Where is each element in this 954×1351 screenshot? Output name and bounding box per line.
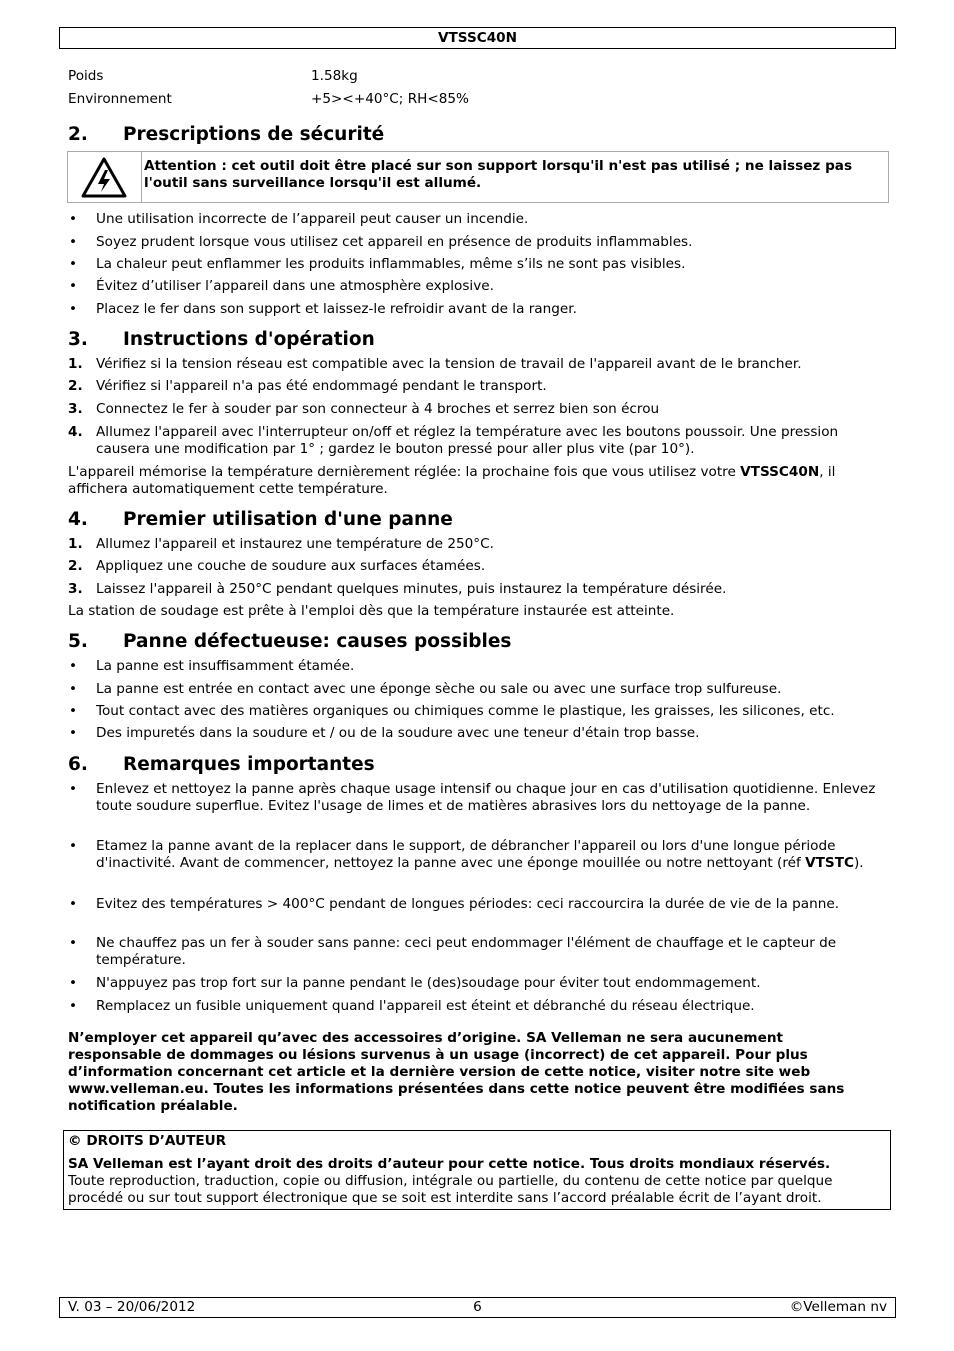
section-heading-first-use <box>68 509 453 531</box>
item-number: 1. <box>68 536 83 552</box>
bullet: • <box>69 935 78 951</box>
spec-label: Environnement <box>68 91 172 107</box>
list-item: • N'appuyez pas trop fort sur la panne pendant le (des)soudage pour éviter tout endommagement. <box>69 975 761 991</box>
list-item: • La panne est entrée en contact avec une éponge sèche ou sale ou avec une surface trop sulfureuse. <box>69 681 782 697</box>
bullet: • <box>69 301 78 317</box>
version-date: V. 03 – 20/06/2012 <box>68 1299 196 1315</box>
list-item: • La panne est insuffisamment étamée. <box>69 658 355 674</box>
bullet: • <box>69 211 78 227</box>
bullet: • <box>69 658 78 674</box>
spec-label: Poids <box>68 68 104 84</box>
section-heading-operation <box>68 329 375 351</box>
disclaimer-notice: N’employer cet appareil qu’avec des accessoires d’origine. SA Velleman ne sera aucunement responsable de dommages ou lésions survenus à un usage (incorrect) de cet appareil. Pour plus d’information concernant cet article et la dernière version de cette notice, visiter notre site web www.velleman.eu. Toutes les informations présentées dans cette notice peuvent être modifiées sans notification préalable. <box>68 1030 845 1114</box>
model-name: VTSSC40N <box>437 30 518 46</box>
page-header <box>59 27 896 49</box>
section-heading-safety <box>68 124 384 146</box>
bullet: • <box>69 703 78 719</box>
section-title: Panne défectueuse: causes possibles <box>123 631 512 652</box>
numbered-item: 1. Allumez l'appareil et instaurez une température de 250°C. <box>68 536 494 552</box>
copyright-owner: SA Velleman est l’ayant droit des droits d’auteur pour cette notice. Tous droits mondiaux réservés. <box>68 1156 831 1172</box>
item-number: 2. <box>68 558 83 574</box>
section-title: Remarques importantes <box>123 754 375 775</box>
bullet: • <box>69 781 78 797</box>
section-number: 2. <box>68 124 88 145</box>
list-item: • Ne chauffez pas un fer à souder sans panne: ceci peut endommager l'élément de chauffage et le capteur de température. <box>69 935 837 968</box>
list-item: • Placez le fer dans son support et laissez-le refroidir avant de la ranger. <box>69 301 577 317</box>
bullet: • <box>69 278 78 294</box>
warning-text: Attention : cet outil doit être placé sur son support lorsqu'il n'est pas utilisé ; ne laissez pas l'outil sans surveillance lorsqu'il est allumé. <box>144 158 853 191</box>
list-item: • Des impuretés dans la soudure et / ou de la soudure avec une teneur d'étain trop basse. <box>69 725 700 741</box>
copyright-title: © DROITS D’AUTEUR <box>68 1133 227 1149</box>
numbered-item: 1. Vérifiez si la tension réseau est compatible avec la tension de travail de l'appareil avant de le brancher. <box>68 356 802 372</box>
list-item: • Etamez la panne avant de la replacer dans le support, de débrancher l'appareil ou lors d'une longue période d'inactivité. Avant de commencer, nettoyez la panne avec une éponge mouillée ou notre nettoyant (réf VTSTC). <box>69 838 864 871</box>
item-number: 2. <box>68 378 83 394</box>
item-number: 3. <box>68 401 83 417</box>
model-reference: VTSSC40N <box>740 464 820 480</box>
list-item: • Soyez prudent lorsque vous utilisez cet appareil en présence de produits inflammables. <box>69 234 693 250</box>
section-number: 3. <box>68 329 88 350</box>
warning-box <box>67 151 889 203</box>
copyright-text: Toute reproduction, traduction, copie ou diffusion, intégrale ou partielle, du contenu de cette notice par quelque procédé ou sur tout support électronique que se soit est interdite sans l’accord préalable écrit de l’ayant droit. <box>68 1173 833 1206</box>
numbered-item: 2. Vérifiez si l'appareil n'a pas été endommagé pendant le transport. <box>68 378 547 394</box>
product-reference: VTSTC <box>805 855 854 871</box>
list-item: • Enlevez et nettoyez la panne après chaque usage intensif ou chaque jour en cas d'utilisation quotidienne. Enlevez toute soudure superflue. Evitez l'usage de limes et de matières abrasives lors du nettoyage de la panne. <box>69 781 876 814</box>
section-title: Premier utilisation d'une panne <box>123 509 453 530</box>
operation-note: L'appareil mémorise la température dernièrement réglée: la prochaine fois que vous utilisez votre VTSSC40N, il affichera automatiquement cette température. <box>68 464 836 497</box>
spec-value: +5><+40°C; RH<85% <box>311 91 469 107</box>
section-heading-defective <box>68 631 511 653</box>
numbered-item: 3. Laissez l'appareil à 250°C pendant quelques minutes, puis instaurez la température désirée. <box>68 581 727 597</box>
section-number: 4. <box>68 509 88 530</box>
bullet: • <box>69 998 78 1014</box>
item-number: 3. <box>68 581 83 597</box>
bullet: • <box>69 234 78 250</box>
item-number: 1. <box>68 356 83 372</box>
high-voltage-warning-icon <box>81 156 127 198</box>
page-number: 6 <box>473 1299 482 1315</box>
warning-icon-cell <box>68 152 142 202</box>
list-item: • La chaleur peut enflammer les produits inflammables, même s’ils ne sont pas visibles. <box>69 256 686 272</box>
list-item: • Une utilisation incorrecte de l’appareil peut causer un incendie. <box>69 211 529 227</box>
bullet: • <box>69 975 78 991</box>
section-title: Prescriptions de sécurité <box>123 124 385 145</box>
numbered-item: 4. Allumez l'appareil avec l'interrupteur on/off et réglez la température avec les boutons poussoir. Une pression causera une modification par 1° ; gardez le bouton pressé pour aller plus vite (par 10°). <box>68 424 839 457</box>
numbered-item: 3. Connectez le fer à souder par son connecteur à 4 broches et serrez bien son écrou <box>68 401 660 417</box>
item-number: 4. <box>68 424 83 440</box>
bullet: • <box>69 725 78 741</box>
bullet: • <box>69 838 78 854</box>
copyright-box <box>63 1130 891 1210</box>
page-footer <box>59 1297 896 1318</box>
company-copyright: ©Velleman nv <box>789 1299 887 1315</box>
list-item: • Evitez des températures > 400°C pendant de longues périodes: ceci raccourcira la durée de vie de la panne. <box>69 896 840 912</box>
bullet: • <box>69 896 78 912</box>
section-title: Instructions d'opération <box>123 329 375 350</box>
list-item: • Tout contact avec des matières organiques ou chimiques comme le plastique, les graisses, les silicones, etc. <box>69 703 835 719</box>
first-use-note: La station de soudage est prête à l'emploi dès que la température instaurée est atteinte. <box>68 603 675 619</box>
section-number: 6. <box>68 754 88 775</box>
section-heading-remarks <box>68 754 375 776</box>
bullet: • <box>69 681 78 697</box>
spec-value: 1.58kg <box>311 68 358 84</box>
list-item: • Remplacez un fusible uniquement quand l'appareil est éteint et débranché du réseau électrique. <box>69 998 755 1014</box>
section-number: 5. <box>68 631 88 652</box>
list-item: • Évitez d’utiliser l’appareil dans une atmosphère explosive. <box>69 278 494 294</box>
numbered-item: 2. Appliquez une couche de soudure aux surfaces étamées. <box>68 558 486 574</box>
bullet: • <box>69 256 78 272</box>
